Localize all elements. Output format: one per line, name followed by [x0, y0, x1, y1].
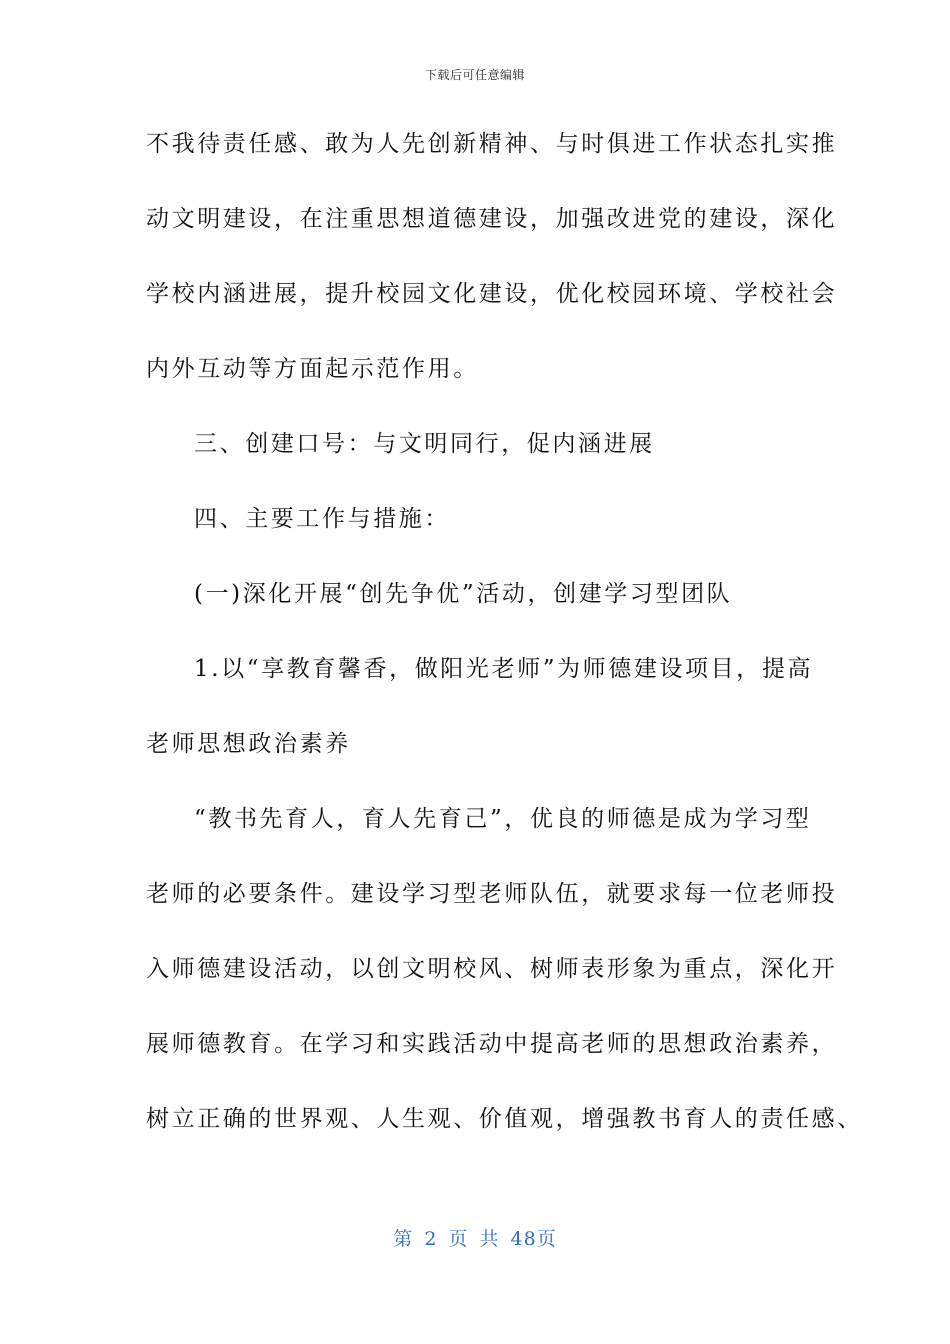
paragraph-line: 不我待责任感、敢为人先创新精神、与时俱进工作状态扎实推 — [146, 131, 838, 157]
paragraph-line: 动文明建设，在注重思想道德建设，加强改进党的建设，深化 — [146, 206, 838, 232]
paragraph-line: 老师的必要条件。建设学习型老师队伍，就要求每一位老师投 — [146, 881, 838, 907]
paragraph-line: 展师德教育。在学习和实践活动中提高老师的思想政治素养， — [146, 1031, 838, 1057]
item-heading: 1.以“享教育馨香，做阳光老师”为师德建设项目，提高 — [194, 656, 814, 682]
section-heading: 三、创建口号：与文明同行，促内涵进展 — [194, 431, 655, 457]
paragraph-line: 入师德建设活动，以创文明校风、树师表形象为重点，深化开 — [146, 956, 838, 982]
section-heading: 四、主要工作与措施： — [194, 506, 450, 532]
page-header: 下载后可任意编辑 — [424, 68, 525, 82]
subsection-heading: (一)深化开展“创先争优”活动，创建学习型团队 — [194, 581, 733, 607]
paragraph-line: “教书先育人，育人先育己”，优良的师德是成为学习型 — [194, 806, 812, 832]
page-number-footer: 第 2 页 共 48页 — [393, 1228, 557, 1250]
item-heading-continued: 老师思想政治素养 — [146, 731, 351, 757]
paragraph-line: 内外互动等方面起示范作用。 — [146, 356, 479, 382]
paragraph-line: 学校内涵进展，提升校园文化建设，优化校园环境、学校社会 — [146, 281, 838, 307]
paragraph-line: 树立正确的世界观、人生观、价值观，增强教书育人的责任感、 — [146, 1106, 863, 1132]
